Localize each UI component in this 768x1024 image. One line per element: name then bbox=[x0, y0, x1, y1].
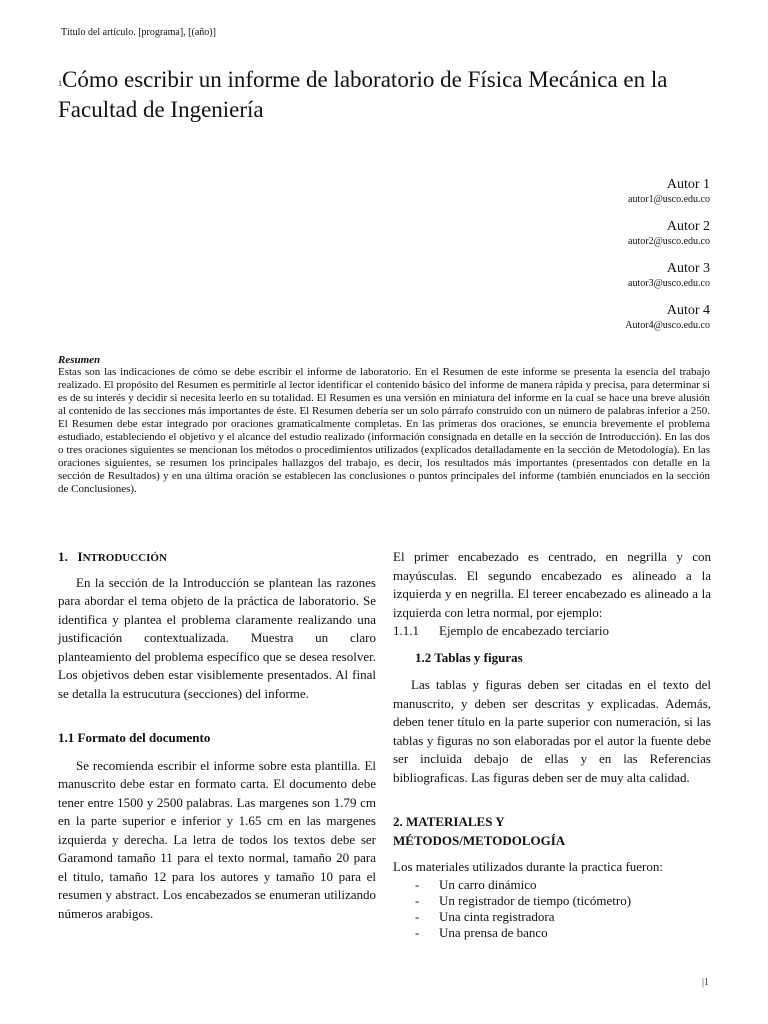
author-email: autor3@usco.edu.co bbox=[628, 278, 710, 289]
heading-rest: NTRODUCCIÓN bbox=[82, 552, 167, 564]
section-number: 1. bbox=[58, 549, 68, 564]
author-block bbox=[625, 303, 710, 332]
author-block bbox=[625, 261, 710, 290]
author-email: Autor4@usco.edu.co bbox=[625, 320, 710, 331]
author-list bbox=[625, 177, 710, 345]
tertiary-heading-number: 1.1.1 bbox=[393, 623, 419, 638]
list-bullet: - bbox=[415, 876, 420, 892]
author-name: Autor 4 bbox=[666, 303, 710, 318]
title-footnote-mark: 1 bbox=[58, 79, 62, 88]
author-name: Autor 1 bbox=[666, 177, 710, 192]
article-title bbox=[58, 65, 718, 125]
author-name: Autor 3 bbox=[666, 261, 710, 276]
heading-initial: I bbox=[77, 549, 83, 564]
author-email: autor1@usco.edu.co bbox=[628, 194, 710, 205]
list-item bbox=[415, 909, 711, 925]
format-paragraph-continuation: El primer encabezado es centrado, en negrilla y con mayúsculas. El segundo encabezado es alineado a la izquierda y en negrilla. El tereer encabezado es alineado a la izquierda con letra normal, por ejemplo: bbox=[393, 549, 711, 620]
author-block bbox=[625, 219, 710, 248]
materials-list bbox=[393, 877, 711, 941]
list-item bbox=[415, 877, 711, 893]
list-item bbox=[415, 925, 711, 941]
list-item-text: Un carro dinámico bbox=[439, 876, 537, 892]
abstract-heading: Resumen bbox=[58, 354, 101, 366]
subsection-heading-format: 1.1 Formato del documento bbox=[58, 730, 211, 745]
running-header: Título del artículo. [programa], [(año)] bbox=[61, 27, 216, 38]
materials-intro: Los materiales utilizados durante la practica fueron: bbox=[393, 859, 663, 874]
page-number: |1 bbox=[702, 977, 710, 988]
materials-heading-line1: 2. MATERIALES Y bbox=[393, 814, 505, 829]
list-bullet: - bbox=[415, 924, 420, 940]
list-item bbox=[415, 893, 711, 909]
section-heading-materials bbox=[393, 813, 711, 850]
list-bullet: - bbox=[415, 908, 420, 924]
list-item-text: Una prensa de banco bbox=[439, 924, 548, 940]
subsection-heading-tables: 1.2 Tablas y figuras bbox=[415, 649, 523, 665]
list-item-text: Un registrador de tiempo (ticómetro) bbox=[439, 892, 632, 908]
article-title-text: Cómo escribir un informe de laboratorio de Física Mecánica en la Facultad de Ingeniería bbox=[58, 67, 668, 122]
author-block bbox=[625, 177, 710, 206]
right-column bbox=[393, 548, 711, 941]
tables-paragraph: Las tablas y figuras deben ser citadas en el texto del manuscrito, y deben ser descritas y explicadas. Además, deben tener título en la parte superior con numeración, si las tablas y figuras no son elaboradas por el autor la fuente debe ser incluida debajo de ellas y en las Referencias bibliograficas. Las figuras deben ser de muy alta calidad. bbox=[393, 677, 711, 785]
author-name: Autor 2 bbox=[666, 219, 710, 234]
introduction-paragraph: En la sección de la Introducción se plantean las razones para abordar el tema objeto de la práctica de laboratorio. Se identifica y plantea el problema claramente realizando una justificación contextualizada. Muestra un claro planteamiento del problema específico que se desea resolver. Los objetivos deben estar visiblemente presentados. Al final se detalla la estrucutura (secciones) del informe. bbox=[58, 574, 376, 701]
section-heading-introduction bbox=[58, 548, 376, 568]
list-bullet: - bbox=[415, 892, 420, 908]
format-paragraph: Se recomienda escribir el informe sobre esta plantilla. El manuscrito debe estar en formato carta. El documento debe tener entre 1500 y 2500 palabras. Las margenes son 1.79 cm en la parte superior e inferior y 1.65 cm en las margenes izquierda y derecha. La letra de todos los textos debe ser Garamond tamaño 11 para el texto normal, tamaño 20 para el titulo, tamaño 12 para los autores y tamaño 10 para el resumen y abstract. Los encabezados se enumeran utilizando números arabigos. bbox=[58, 757, 376, 921]
tertiary-heading-example bbox=[393, 622, 711, 641]
materials-heading-line2: MÉTODOS/METODOLOGÍA bbox=[393, 832, 566, 848]
abstract-body: Estas son las indicaciones de cómo se debe escribir el informe de laboratorio. En el Resumen de este informe se presenta la esencia del trabajo realizado. El propósito del Resumen es permitirle al lector identificar el contenido básico del informe de manera rápida y precisa, para determinar si es de su interés y decidir si necesita leerlo en su totalidad. El Resumen es una versión en miniatura del informe en la cual se hace una breve alusión al contenido de las secciones más importantes de éste. El Resumen debería ser un solo párrafo construido con un número de palabras inferior a 250. El Resumen debe estar integrado por oraciones gramaticalmente completas. En las primeras dos oraciones, se enuncia brevemente el problema estudiado, estableciendo el objetivo y el alcance del estudio realizado (información consignada en detalle en la sección de Introducción). En las dos o tres oraciones siguientes se mencionan los métodos o procedimientos utilizados (explicados detalladamente en la sección de Metodología). En las oraciones siguientes, se resumen los principales hallazgos del trabajo, es decir, los resultados más importantes (presentados con detalle en la sección de Resultados) y en una última oración se establecen las conclusiones o puntos principales del informe (también enunciados en la sección de Conclusiones). bbox=[58, 366, 710, 495]
left-column bbox=[58, 548, 376, 923]
list-item-text: Una cinta registradora bbox=[439, 908, 555, 924]
tertiary-heading-text: Ejemplo de encabezado terciario bbox=[439, 623, 609, 638]
author-email: autor2@usco.edu.co bbox=[628, 236, 710, 247]
